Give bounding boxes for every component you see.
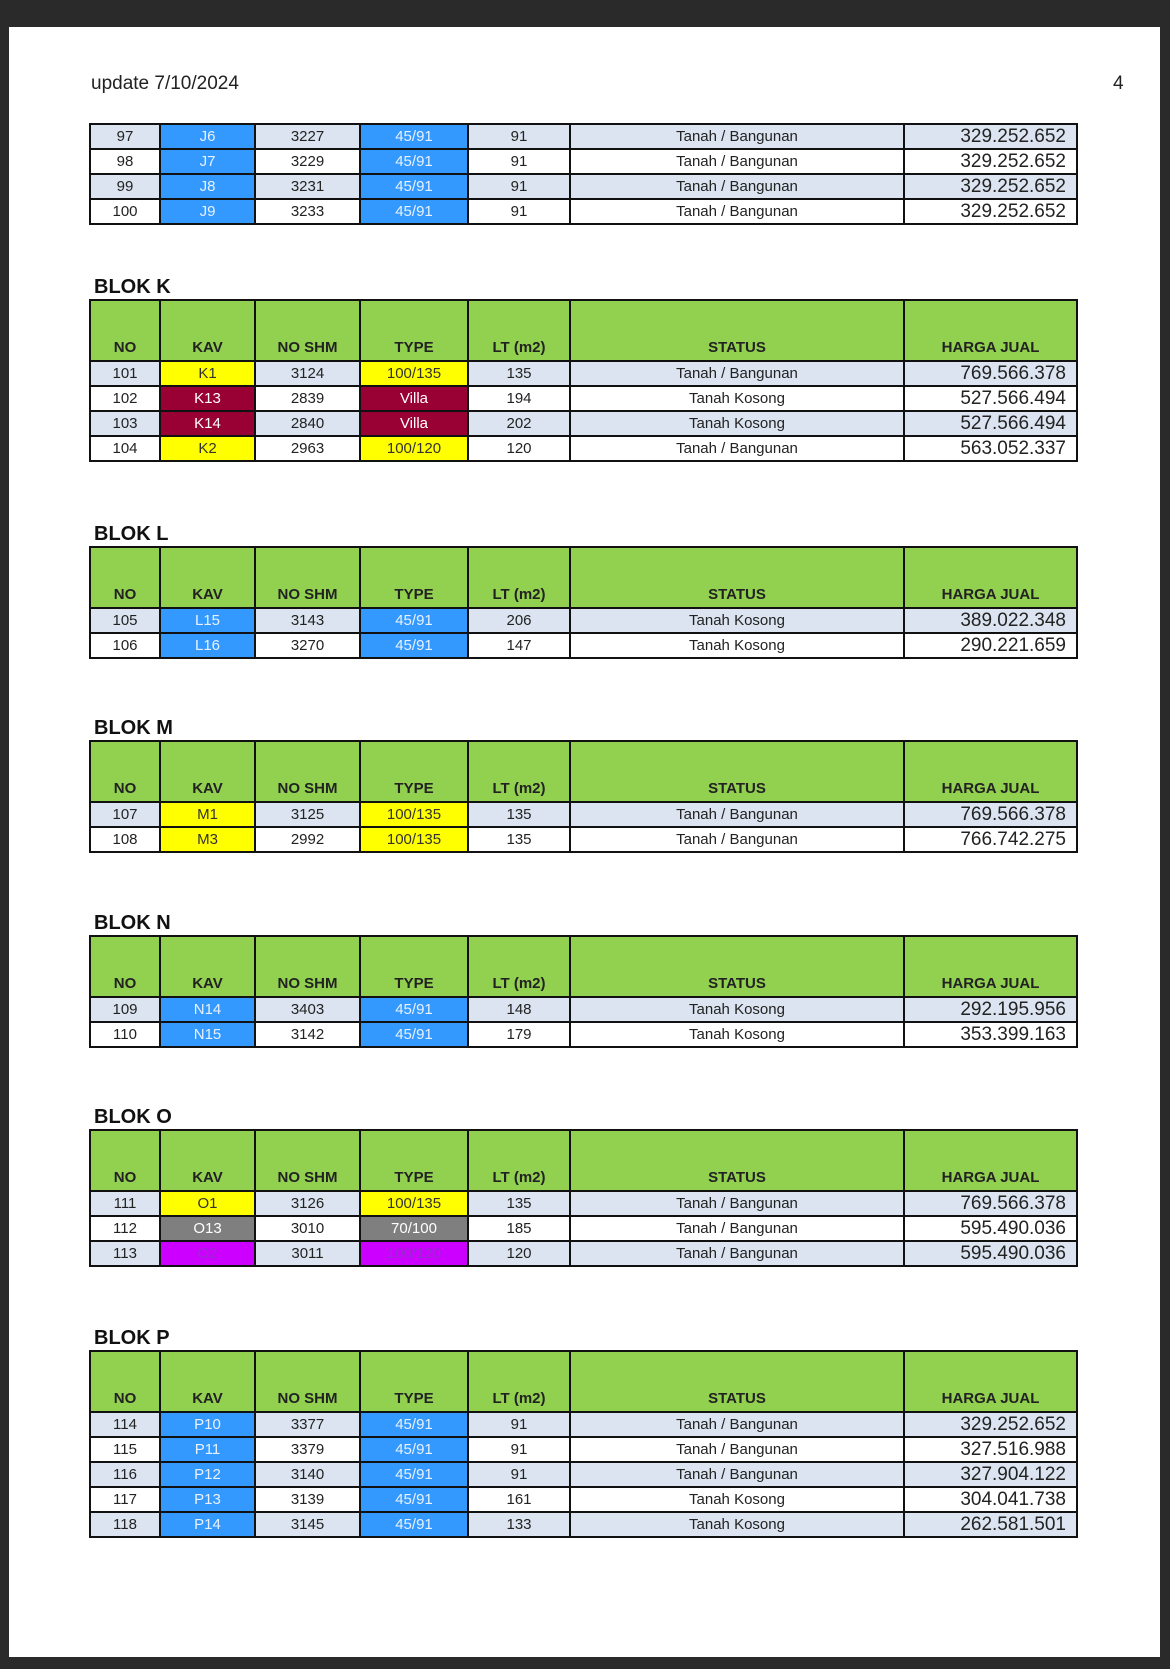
block-table — [89, 546, 1078, 659]
shm-cell: 3140 — [255, 1462, 360, 1487]
price-cell: 769.566.378 — [904, 361, 1077, 386]
table-row — [90, 361, 1077, 386]
block-title: BLOK L — [94, 523, 169, 545]
price-cell: 769.566.378 — [904, 802, 1077, 827]
shm-cell: 3270 — [255, 633, 360, 658]
price-cell: 329.252.652 — [904, 124, 1077, 149]
type-cell: 100/135 — [360, 827, 468, 852]
price-cell: 766.742.275 — [904, 827, 1077, 852]
shm-cell: 3229 — [255, 149, 360, 174]
status-cell: Tanah Kosong — [570, 997, 904, 1022]
table-row — [90, 411, 1077, 436]
type-cell: Villa — [360, 386, 468, 411]
table-row — [90, 1191, 1077, 1216]
status-cell: Tanah Kosong — [570, 386, 904, 411]
shm-cell: 2992 — [255, 827, 360, 852]
table-header-row — [90, 547, 1077, 608]
shm-cell: 3145 — [255, 1512, 360, 1537]
lt-cell: 179 — [468, 1022, 570, 1047]
kav-cell: P10 — [160, 1412, 255, 1437]
kav-cell: O1 — [160, 1191, 255, 1216]
status-cell: Tanah / Bangunan — [570, 124, 904, 149]
status-cell: Tanah Kosong — [570, 1512, 904, 1537]
column-header: TYPE — [360, 1351, 468, 1412]
status-cell: Tanah Kosong — [570, 608, 904, 633]
kav-cell: M3 — [160, 827, 255, 852]
no-cell: 107 — [90, 802, 160, 827]
block-title: BLOK O — [94, 1106, 172, 1128]
status-cell: Tanah / Bangunan — [570, 1412, 904, 1437]
column-header: STATUS — [570, 1351, 904, 1412]
kav-cell: P13 — [160, 1487, 255, 1512]
block-table — [89, 740, 1078, 853]
type-cell: 45/91 — [360, 124, 468, 149]
kav-cell: M1 — [160, 802, 255, 827]
table-header-row — [90, 1351, 1077, 1412]
table-header-row — [90, 741, 1077, 802]
status-cell: Tanah / Bangunan — [570, 361, 904, 386]
status-cell: Tanah / Bangunan — [570, 1241, 904, 1266]
lt-cell: 91 — [468, 174, 570, 199]
lt-cell: 91 — [468, 1462, 570, 1487]
kav-cell: K2 — [160, 436, 255, 461]
type-cell: 100/135 — [360, 361, 468, 386]
column-header: NO SHM — [255, 1351, 360, 1412]
table-header-row — [90, 1130, 1077, 1191]
table-row — [90, 1216, 1077, 1241]
price-cell: 292.195.956 — [904, 997, 1077, 1022]
shm-cell: 2840 — [255, 411, 360, 436]
kav-cell: N14 — [160, 997, 255, 1022]
kav-cell: J8 — [160, 174, 255, 199]
column-header: HARGA JUAL — [904, 1130, 1077, 1191]
table-row — [90, 149, 1077, 174]
type-cell: 45/91 — [360, 1487, 468, 1512]
lt-cell: 202 — [468, 411, 570, 436]
shm-cell: 3125 — [255, 802, 360, 827]
no-cell: 115 — [90, 1437, 160, 1462]
table-row — [90, 802, 1077, 827]
document-page — [9, 27, 1160, 1657]
lt-cell: 194 — [468, 386, 570, 411]
column-header: KAV — [160, 936, 255, 997]
column-header: STATUS — [570, 936, 904, 997]
no-cell: 118 — [90, 1512, 160, 1537]
type-cell: 45/91 — [360, 149, 468, 174]
column-header: STATUS — [570, 300, 904, 361]
table-row — [90, 1462, 1077, 1487]
shm-cell: 3403 — [255, 997, 360, 1022]
price-cell: 329.252.652 — [904, 149, 1077, 174]
shm-cell: 3377 — [255, 1412, 360, 1437]
price-cell: 290.221.659 — [904, 633, 1077, 658]
no-cell: 98 — [90, 149, 160, 174]
kav-cell: K14 — [160, 411, 255, 436]
lt-cell: 135 — [468, 802, 570, 827]
type-cell: 45/91 — [360, 1437, 468, 1462]
no-cell: 97 — [90, 124, 160, 149]
column-header: KAV — [160, 1130, 255, 1191]
price-cell: 389.022.348 — [904, 608, 1077, 633]
shm-cell: 3126 — [255, 1191, 360, 1216]
kav-cell: J6 — [160, 124, 255, 149]
status-cell: Tanah / Bangunan — [570, 1437, 904, 1462]
column-header: LT (m2) — [468, 1351, 570, 1412]
type-cell: Villa — [360, 411, 468, 436]
shm-cell: 3010 — [255, 1216, 360, 1241]
column-header: NO SHM — [255, 1130, 360, 1191]
shm-cell: 3139 — [255, 1487, 360, 1512]
price-cell: 353.399.163 — [904, 1022, 1077, 1047]
shm-cell: 3011 — [255, 1241, 360, 1266]
status-cell: Tanah / Bangunan — [570, 199, 904, 224]
price-cell: 262.581.501 — [904, 1512, 1077, 1537]
status-cell: Tanah / Bangunan — [570, 1191, 904, 1216]
no-cell: 111 — [90, 1191, 160, 1216]
block-table — [89, 123, 1078, 225]
no-cell: 109 — [90, 997, 160, 1022]
price-cell: 595.490.036 — [904, 1216, 1077, 1241]
kav-cell: O2 — [160, 1241, 255, 1266]
block-table — [89, 1129, 1078, 1267]
page-number: 4 — [1113, 73, 1124, 94]
no-cell: 101 — [90, 361, 160, 386]
column-header: NO — [90, 1351, 160, 1412]
column-header: NO — [90, 936, 160, 997]
column-header: TYPE — [360, 1130, 468, 1191]
type-cell: 100/135 — [360, 1191, 468, 1216]
lt-cell: 135 — [468, 361, 570, 386]
price-cell: 527.566.494 — [904, 411, 1077, 436]
price-cell: 563.052.337 — [904, 436, 1077, 461]
status-cell: Tanah / Bangunan — [570, 802, 904, 827]
table-header-row — [90, 936, 1077, 997]
column-header: LT (m2) — [468, 741, 570, 802]
table-row — [90, 1412, 1077, 1437]
type-cell: 45/91 — [360, 1022, 468, 1047]
lt-cell: 185 — [468, 1216, 570, 1241]
no-cell: 105 — [90, 608, 160, 633]
shm-cell: 3379 — [255, 1437, 360, 1462]
update-date: update 7/10/2024 — [91, 73, 239, 94]
price-cell: 327.904.122 — [904, 1462, 1077, 1487]
column-header: NO SHM — [255, 936, 360, 997]
column-header: NO SHM — [255, 547, 360, 608]
column-header: TYPE — [360, 741, 468, 802]
price-cell: 527.566.494 — [904, 386, 1077, 411]
type-cell: 45/91 — [360, 633, 468, 658]
no-cell: 108 — [90, 827, 160, 852]
no-cell: 102 — [90, 386, 160, 411]
column-header: NO SHM — [255, 741, 360, 802]
lt-cell: 91 — [468, 124, 570, 149]
no-cell: 113 — [90, 1241, 160, 1266]
lt-cell: 133 — [468, 1512, 570, 1537]
column-header: HARGA JUAL — [904, 1351, 1077, 1412]
column-header: NO — [90, 300, 160, 361]
no-cell: 103 — [90, 411, 160, 436]
type-cell: 45/91 — [360, 1462, 468, 1487]
table-row — [90, 1437, 1077, 1462]
type-cell: 45/91 — [360, 174, 468, 199]
block-table — [89, 1350, 1078, 1538]
price-cell: 327.516.988 — [904, 1437, 1077, 1462]
price-cell: 304.041.738 — [904, 1487, 1077, 1512]
column-header: KAV — [160, 741, 255, 802]
column-header: TYPE — [360, 300, 468, 361]
status-cell: Tanah / Bangunan — [570, 436, 904, 461]
lt-cell: 91 — [468, 1437, 570, 1462]
column-header: HARGA JUAL — [904, 300, 1077, 361]
type-cell: 45/91 — [360, 1412, 468, 1437]
lt-cell: 161 — [468, 1487, 570, 1512]
status-cell: Tanah / Bangunan — [570, 174, 904, 199]
block-table — [89, 935, 1078, 1048]
no-cell: 99 — [90, 174, 160, 199]
status-cell: Tanah / Bangunan — [570, 827, 904, 852]
lt-cell: 147 — [468, 633, 570, 658]
shm-cell: 3231 — [255, 174, 360, 199]
table-row — [90, 1512, 1077, 1537]
table-row — [90, 199, 1077, 224]
kav-cell: P11 — [160, 1437, 255, 1462]
no-cell: 116 — [90, 1462, 160, 1487]
shm-cell: 3124 — [255, 361, 360, 386]
table-row — [90, 1022, 1077, 1047]
no-cell: 114 — [90, 1412, 160, 1437]
column-header: LT (m2) — [468, 300, 570, 361]
type-cell: 70/100 — [360, 1216, 468, 1241]
lt-cell: 135 — [468, 1191, 570, 1216]
column-header: TYPE — [360, 936, 468, 997]
block-title: BLOK P — [94, 1327, 170, 1349]
kav-cell: K1 — [160, 361, 255, 386]
kav-cell: J7 — [160, 149, 255, 174]
price-cell: 329.252.652 — [904, 199, 1077, 224]
column-header: LT (m2) — [468, 547, 570, 608]
status-cell: Tanah / Bangunan — [570, 1216, 904, 1241]
table-row — [90, 1487, 1077, 1512]
kav-cell: L16 — [160, 633, 255, 658]
type-cell: 100/120 — [360, 436, 468, 461]
column-header: HARGA JUAL — [904, 547, 1077, 608]
table-row — [90, 633, 1077, 658]
type-cell: 45/91 — [360, 199, 468, 224]
table-row — [90, 124, 1077, 149]
shm-cell: 2963 — [255, 436, 360, 461]
block-title: BLOK N — [94, 912, 171, 934]
column-header: KAV — [160, 1351, 255, 1412]
kav-cell: K13 — [160, 386, 255, 411]
shm-cell: 3143 — [255, 608, 360, 633]
lt-cell: 206 — [468, 608, 570, 633]
lt-cell: 91 — [468, 1412, 570, 1437]
status-cell: Tanah Kosong — [570, 633, 904, 658]
status-cell: Tanah Kosong — [570, 1022, 904, 1047]
kav-cell: J9 — [160, 199, 255, 224]
table-row — [90, 1241, 1077, 1266]
table-header-row — [90, 300, 1077, 361]
table-row — [90, 997, 1077, 1022]
lt-cell: 91 — [468, 149, 570, 174]
kav-cell: L15 — [160, 608, 255, 633]
status-cell: Tanah / Bangunan — [570, 1462, 904, 1487]
no-cell: 117 — [90, 1487, 160, 1512]
status-cell: Tanah / Bangunan — [570, 149, 904, 174]
no-cell: 110 — [90, 1022, 160, 1047]
lt-cell: 148 — [468, 997, 570, 1022]
table-row — [90, 436, 1077, 461]
shm-cell: 2839 — [255, 386, 360, 411]
price-cell: 329.252.652 — [904, 1412, 1077, 1437]
type-cell: 100/135 — [360, 802, 468, 827]
column-header: LT (m2) — [468, 1130, 570, 1191]
column-header: KAV — [160, 300, 255, 361]
table-row — [90, 608, 1077, 633]
lt-cell: 120 — [468, 1241, 570, 1266]
no-cell: 100 — [90, 199, 160, 224]
column-header: KAV — [160, 547, 255, 608]
block-title: BLOK K — [94, 276, 171, 298]
column-header: STATUS — [570, 1130, 904, 1191]
column-header: HARGA JUAL — [904, 936, 1077, 997]
no-cell: 106 — [90, 633, 160, 658]
column-header: STATUS — [570, 741, 904, 802]
no-cell: 104 — [90, 436, 160, 461]
price-cell: 595.490.036 — [904, 1241, 1077, 1266]
kav-cell: P12 — [160, 1462, 255, 1487]
type-cell: 100/120 — [360, 1241, 468, 1266]
status-cell: Tanah Kosong — [570, 411, 904, 436]
table-row — [90, 386, 1077, 411]
block-table — [89, 299, 1078, 462]
block-title: BLOK M — [94, 717, 173, 739]
lt-cell: 91 — [468, 199, 570, 224]
column-header: LT (m2) — [468, 936, 570, 997]
kav-cell: N15 — [160, 1022, 255, 1047]
column-header: NO — [90, 741, 160, 802]
column-header: NO — [90, 547, 160, 608]
lt-cell: 135 — [468, 827, 570, 852]
type-cell: 45/91 — [360, 997, 468, 1022]
price-cell: 769.566.378 — [904, 1191, 1077, 1216]
column-header: TYPE — [360, 547, 468, 608]
shm-cell: 3227 — [255, 124, 360, 149]
kav-cell: P14 — [160, 1512, 255, 1537]
column-header: STATUS — [570, 547, 904, 608]
type-cell: 45/91 — [360, 608, 468, 633]
status-cell: Tanah Kosong — [570, 1487, 904, 1512]
no-cell: 112 — [90, 1216, 160, 1241]
table-row — [90, 827, 1077, 852]
lt-cell: 120 — [468, 436, 570, 461]
column-header: NO SHM — [255, 300, 360, 361]
kav-cell: O13 — [160, 1216, 255, 1241]
table-row — [90, 174, 1077, 199]
shm-cell: 3142 — [255, 1022, 360, 1047]
price-cell: 329.252.652 — [904, 174, 1077, 199]
column-header: NO — [90, 1130, 160, 1191]
shm-cell: 3233 — [255, 199, 360, 224]
column-header: HARGA JUAL — [904, 741, 1077, 802]
type-cell: 45/91 — [360, 1512, 468, 1537]
